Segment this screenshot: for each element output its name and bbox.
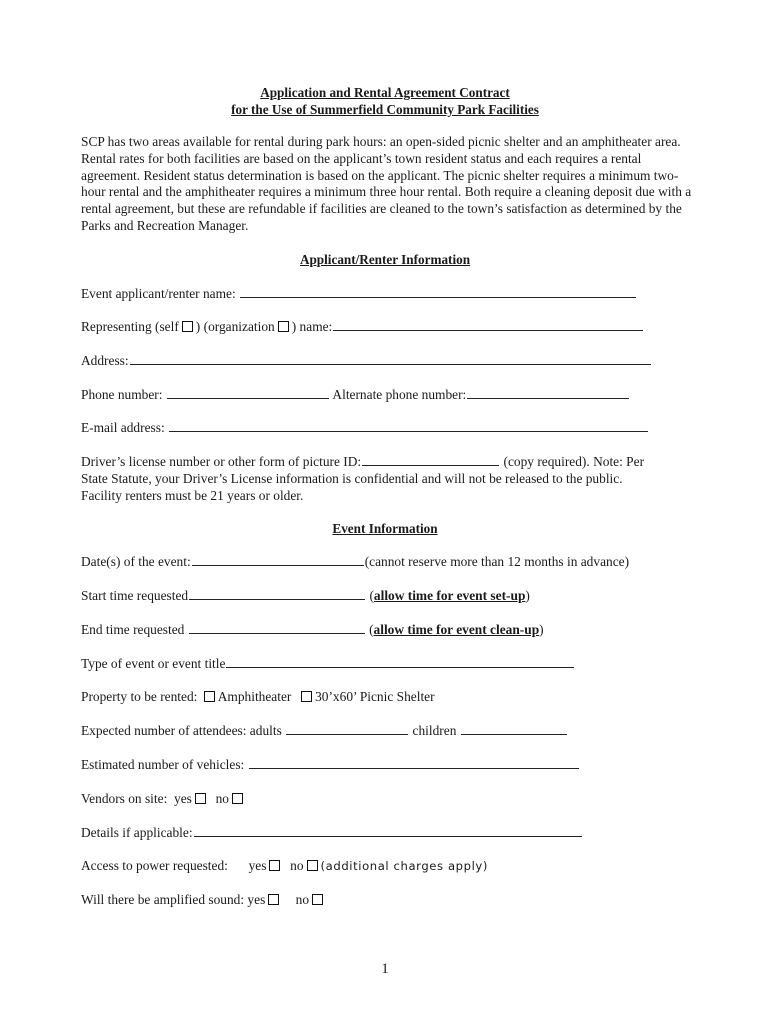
license-note-line-2: State Statute, your Driver’s License information is confidential and will not be released to the public. — [81, 471, 623, 486]
email-label: E-mail address: — [81, 420, 165, 435]
license-label: Driver’s license number or other form of picture ID: — [81, 454, 362, 469]
phone-label: Phone number: — [81, 387, 163, 402]
amphitheater-checkbox[interactable] — [204, 691, 215, 702]
start-time-note: allow time for event set-up — [373, 588, 526, 603]
children-label: children — [412, 723, 457, 738]
self-checkbox[interactable] — [182, 321, 193, 332]
sound-no-label: no — [295, 892, 310, 907]
sound-yes-checkbox[interactable] — [268, 894, 279, 905]
address-field[interactable] — [130, 352, 651, 365]
applicant-name-label: Event applicant/renter name: — [81, 286, 236, 301]
details-field[interactable] — [194, 824, 582, 837]
license-field[interactable] — [362, 453, 499, 466]
end-time-note: allow time for event clean-up — [373, 622, 540, 637]
title-line-1: Application and Rental Agreement Contract — [260, 85, 510, 100]
alt-phone-field[interactable] — [467, 386, 629, 399]
sound-no-checkbox[interactable] — [312, 894, 323, 905]
organization-label: ) (organization — [195, 319, 275, 334]
organization-checkbox[interactable] — [278, 321, 289, 332]
adults-count-field[interactable] — [286, 722, 408, 735]
event-type-row — [81, 655, 575, 672]
license-row — [81, 453, 644, 470]
applicant-name-row — [81, 285, 637, 302]
attendees-label: Expected number of attendees: adults — [81, 723, 282, 738]
vendors-label: Vendors on site: — [81, 791, 168, 806]
email-row — [81, 419, 649, 436]
details-row — [81, 824, 583, 841]
sound-row — [81, 891, 326, 908]
title-line-2: for the Use of Summerfield Community Park Facilities — [231, 102, 539, 117]
representing-row — [81, 318, 644, 335]
applicant-name-field[interactable] — [240, 285, 636, 298]
vendors-no-checkbox[interactable] — [232, 793, 243, 804]
phone-row — [81, 386, 630, 403]
power-no-checkbox[interactable] — [307, 860, 318, 871]
organization-name-field[interactable] — [333, 318, 643, 331]
vendors-no-label: no — [215, 791, 229, 806]
start-time-label: Start time requested — [81, 588, 189, 603]
end-time-field[interactable] — [189, 621, 365, 634]
property-label: Property to be rented: — [81, 689, 198, 704]
picnic-shelter-option-label: 30’x60’ Picnic Shelter — [315, 689, 435, 704]
event-dates-label: Date(s) of the event: — [81, 554, 191, 569]
power-yes-checkbox[interactable] — [269, 860, 280, 871]
details-label: Details if applicable: — [81, 825, 193, 840]
applicant-section-heading: Applicant/Renter Information — [299, 252, 471, 267]
power-row — [81, 857, 488, 875]
picnic-shelter-checkbox[interactable] — [301, 691, 312, 702]
end-time-label: End time requested — [81, 622, 185, 637]
event-dates-field[interactable] — [192, 553, 364, 566]
vendors-yes-label: yes — [174, 791, 192, 806]
power-note: (additional charges apply) — [320, 859, 488, 873]
intro-paragraph: SCP has two areas available for rental during park hours: an open-sided picnic shelter and an amphitheater area. Rental rates for both facilities are based on the applicant’s town resident status and each requires a rental agreement. Resident status determination is based on the applicant. The picnic shelter requires a minimum two-hour rental and the amphitheater requires a minimum three hour rental. Both require a cleaning deposit due with a rental agreement, but these are refundable if facilities are cleaned to the town’s satisfaction as determined by the Parks and Recreation Manager. — [81, 134, 692, 233]
end-time-row: End time requested (allow time for event clean-up) — [81, 622, 544, 637]
alt-phone-label: Alternate phone number: — [332, 387, 467, 402]
children-count-field[interactable] — [461, 722, 567, 735]
vehicles-label: Estimated number of vehicles: — [81, 757, 245, 772]
phone-field[interactable] — [167, 386, 329, 399]
amphitheater-option-label: Amphitheater — [217, 689, 292, 704]
power-label: Access to power requested: — [81, 858, 228, 873]
vendors-yes-checkbox[interactable] — [195, 793, 206, 804]
vehicles-row — [81, 756, 580, 773]
vendors-row — [81, 790, 246, 807]
vehicles-field[interactable] — [249, 756, 579, 769]
power-no-label: no — [290, 858, 304, 873]
sound-label: Will there be amplified sound: yes — [81, 892, 266, 907]
email-field[interactable] — [169, 419, 648, 432]
address-label: Address: — [81, 353, 129, 368]
event-type-field[interactable] — [226, 655, 574, 668]
license-note-line-1: (copy required). Note: Per — [503, 454, 645, 469]
event-section-heading: Event Information — [332, 521, 438, 536]
start-time-field[interactable] — [189, 587, 365, 600]
representing-label: Representing (self — [81, 319, 179, 334]
organization-name-label: ) name: — [291, 319, 333, 334]
event-dates-row — [81, 553, 629, 570]
address-row — [81, 352, 652, 369]
event-dates-note: (cannot reserve more than 12 months in advance) — [364, 554, 630, 569]
page-number: 1 — [381, 961, 389, 977]
attendees-row — [81, 722, 568, 739]
license-note-line-3: Facility renters must be 21 years or older. — [81, 488, 304, 503]
start-time-row: Start time requested (allow time for event set-up) — [81, 588, 530, 603]
event-type-label: Type of event or event title — [81, 656, 226, 671]
property-row — [81, 688, 435, 705]
power-yes-label: yes — [248, 858, 267, 873]
